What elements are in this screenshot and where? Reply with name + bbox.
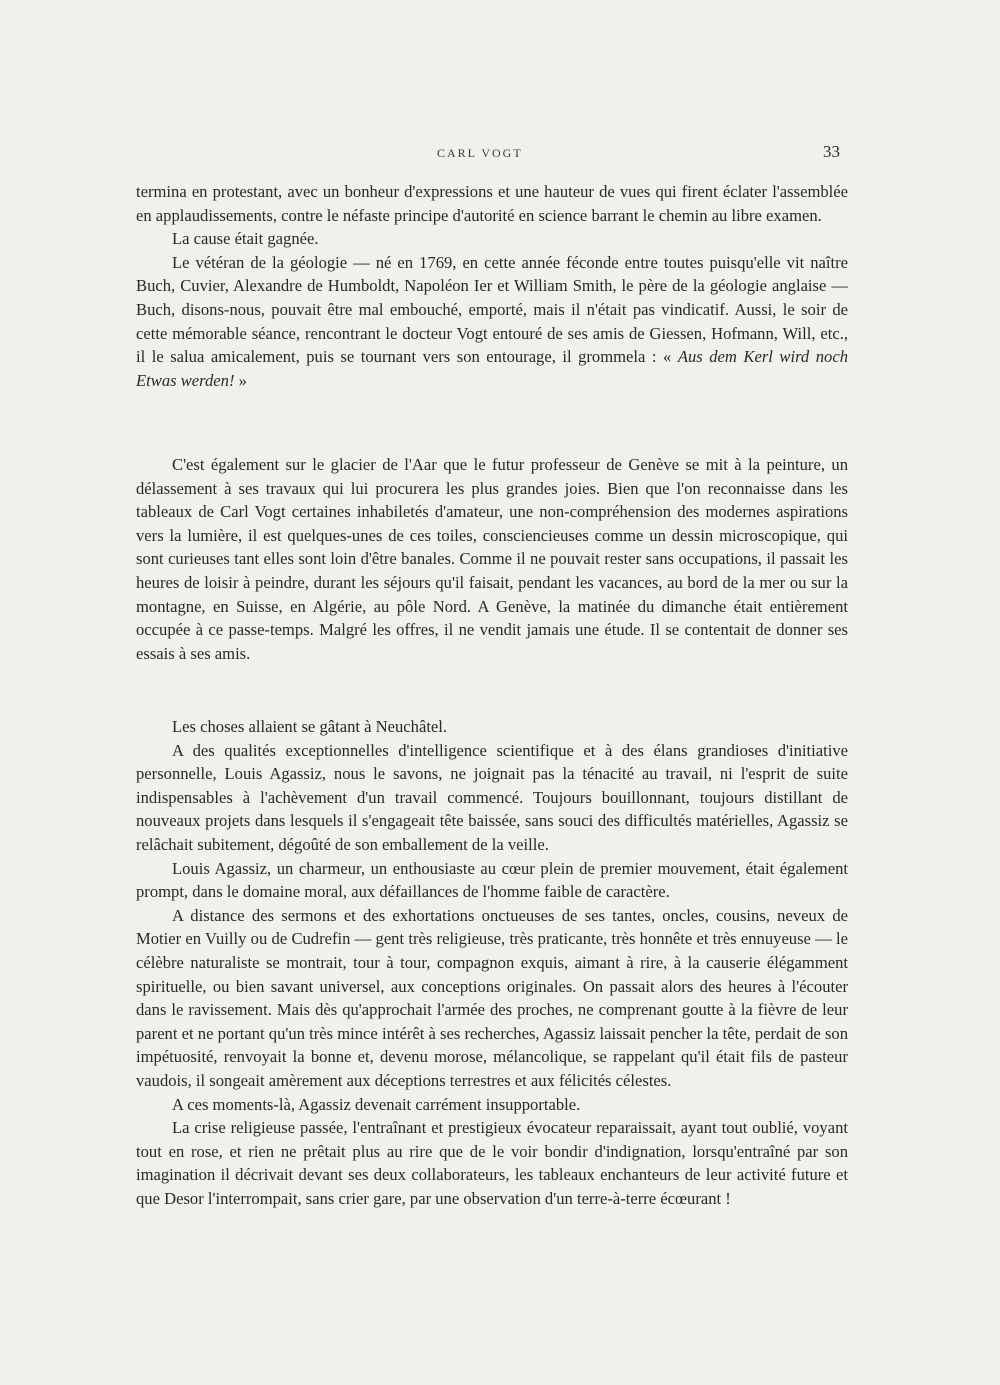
paragraph: C'est également sur le glacier de l'Aar que le futur professeur de Genève se mit à la peinture, un délassement à ses travaux qui lui procurera les plus grandes joies. Bien que l'on reconnaisse dans les tableaux de Carl Vogt certaines inhabiletés d'amateur, une non-compréhension des modernes aspirations vers la lumière, il est quelques-unes de ces toiles, consciencieuses comme un dessin microscopique, qui sont curieuses tant elles sont loin d'être banales. Comme il ne pouvait rester sans occupations, il passait les heures de loisir à peindre, durant les séjours qu'il faisait, pendant les vacances, au bord de la mer ou sur la montagne, en Suisse, en Algérie, au pôle Nord. A Genève, la matinée du dimanche était entièrement occupée à ce passe-temps. Malgré les offres, il ne vendit jamais une étude. Il se contentait de donner ses essais à ses amis. <box>136 455 848 663</box>
text-section-3 <box>136 715 848 1210</box>
text-section-1 <box>136 180 848 392</box>
running-title: CARL VOGT <box>437 146 523 160</box>
german-quote: Aus dem Kerl wird noch Etwas werden! <box>136 347 848 390</box>
page-number: 33 <box>823 142 840 161</box>
text-section-2 <box>136 453 848 665</box>
quote-close: » <box>234 370 247 390</box>
paragraph: A ces moments-là, Agassiz devenait carrément insupportable. <box>172 1094 581 1114</box>
paragraph: La crise religieuse passée, l'entraînant et prestigieux évocateur reparaissait, ayant tout oublié, voyant tout en rose, et rien ne prêtait plus au rire que de le voir bondir d'indignation, lorsqu'entraîné par son imagination il décrivait devant ses deux collaborateurs, les tableaux enchanteurs de leur activité future et que Desor l'interrompait, sans crier gare, par une observation d'un terre-à-terre écœurant ! <box>136 1118 848 1208</box>
paragraph: A des qualités exceptionnelles d'intelligence scientifique et à des élans grandioses d'initiative personnelle, Louis Agassiz, nous le savons, ne joignait pas la ténacité au travail, ni l'esprit de suite indispensables à l'achèvement d'un travail commencé. Toujours bouillonnant, toujours distillant de nouveaux projets dans lesquels il s'engageait tête baissée, sans souci des difficultés matérielles, Agassiz se relâchait subitement, dégoûté de son emballement de la veille. <box>136 740 848 854</box>
paragraph: A distance des sermons et des exhortations onctueuses de ses tantes, oncles, cousins, neveux de Motier en Vuilly ou de Cudrefin — gent très religieuse, très praticante, très honnête et très ennuyeuse — le célèbre naturaliste se montrait, tour à tour, compagnon exquis, aimant à rire, à la causerie élégamment spirituelle, ou bien savant universel, aux conceptions originales. On passait alors des heures à l'écouter dans le ravissement. Mais dès qu'approchait l'armée des proches, ne comprenant goutte à la fièvre de leur parent et ne portant qu'un très mince intérêt à ses recherches, Agassiz laissait pencher la tête, perdait de son impétuosité, renvoyait la bonne et, devenu morose, mélancolique, se rappelant qu'il était fils de pasteur vaudois, il songeait amèrement aux déceptions terrestres et aux félicités célestes. <box>136 905 848 1090</box>
paragraph: La cause était gagnée. <box>172 229 319 249</box>
paragraph-with-quote <box>136 251 848 393</box>
paragraph: termina en protestant, avec un bonheur d'expressions et une hauteur de vues qui firent éclater l'assemblée en applaudissements, contre le néfaste principe d'autorité en science barrant le chemin au libre examen. <box>136 182 848 225</box>
paragraph: Louis Agassiz, un charmeur, un enthousiaste au cœur plein de premier mouvement, était également prompt, dans le domaine moral, aux défaillances de l'homme faible de caractère. <box>136 858 848 902</box>
paragraph-text: Le vétéran de la géologie — né en 1769, en cette année féconde entre toutes puisqu'elle vit naître Buch, Cuvier, Alexandre de Humboldt, Napoléon Ier et William Smith, le père de la géologie anglaise — Buch, disons-nous, pouvait être mal embouché, emporté, mais il n'était pas vindicatif. Aussi, le soir de cette mémorable séance, rencontrant le docteur Vogt entouré de ses amis de Giessen, Hofmann, Will, etc., il le salua amicalement, puis se tournant vers son entourage, il grommela : « <box>136 252 848 367</box>
paragraph: Les choses allaient se gâtant à Neuchâtel. <box>172 717 448 736</box>
